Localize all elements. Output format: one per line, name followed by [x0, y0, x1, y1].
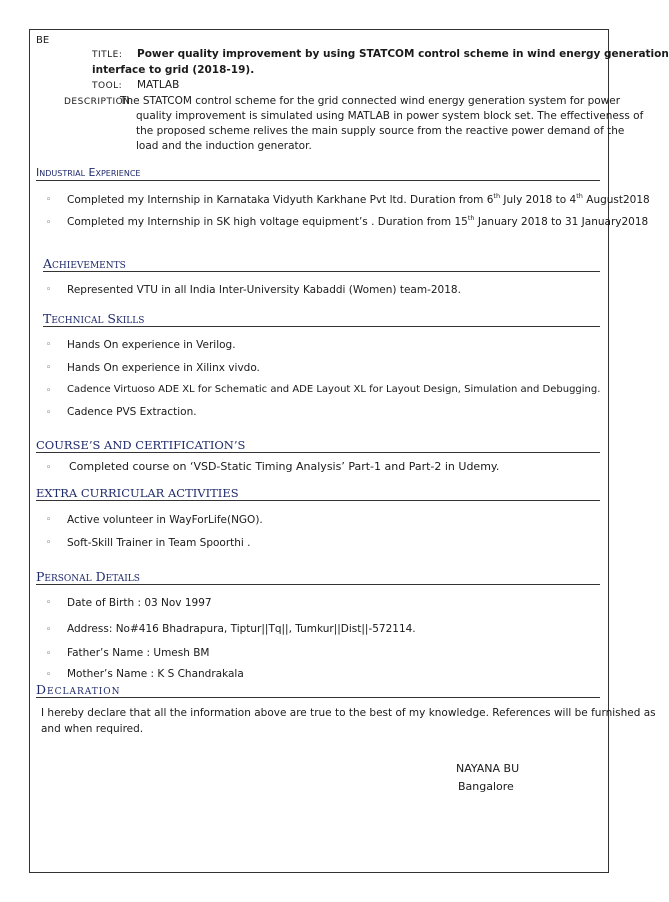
bullet-icon: ◦	[46, 386, 52, 396]
bullet-icon: ◦	[46, 408, 52, 418]
personal-item-father: Father’s Name : Umesh BM	[67, 647, 210, 659]
bullet-icon: ◦	[46, 649, 52, 659]
extra-item-1: Active volunteer in WayForLife(NGO).	[67, 514, 263, 526]
industrial-item-2: Completed my Internship in SK high voltage equipment’s . Duration from 15th January 2018 to 31 January2018	[67, 214, 649, 228]
signature-place: Bangalore	[458, 780, 514, 793]
signature-name: NAYANA BU	[456, 762, 520, 775]
project-tool-value: MATLAB	[137, 79, 180, 91]
bullet-icon: ◦	[46, 195, 52, 205]
courses-heading: COURSE’S AND CERTIFICATION’S	[36, 438, 600, 453]
bullet-icon: ◦	[46, 218, 52, 228]
bullet-icon: ◦	[46, 340, 52, 350]
declaration-text-line1: I hereby declare that all the information above are true to the best of my knowledge. References will be furnished as	[41, 707, 656, 719]
bullet-icon: ◦	[46, 538, 52, 548]
achievements-heading: Achievements	[43, 257, 600, 272]
extra-heading: EXTRA CURRICULAR ACTIVITIES	[36, 486, 600, 501]
project-description-line-1: The STATCOM control scheme for the grid connected wind energy generation system for power	[120, 95, 621, 107]
courses-item-1: Completed course on ‘VSD-Static Timing Analysis’ Part-1 and Part-2 in Udemy.	[69, 460, 500, 473]
project-tool-label: TOOL:	[92, 81, 123, 91]
project-title-value: Power quality improvement by using STATCOM control scheme in wind energy generation	[137, 48, 669, 60]
bullet-icon: ◦	[46, 285, 52, 295]
extra-item-2: Soft-Skill Trainer in Team Spoorthi .	[67, 537, 251, 549]
declaration-text-line2: and when required.	[41, 723, 144, 735]
technical-heading: Technical Skills	[43, 312, 600, 327]
bullet-icon: ◦	[46, 625, 52, 635]
personal-item-dob: Date of Birth : 03 Nov 1997	[67, 597, 212, 609]
declaration-heading: Declaration	[36, 683, 600, 698]
project-title-value-line2: interface to grid (2018-19).	[92, 64, 255, 76]
bullet-icon: ◦	[46, 670, 52, 680]
personal-heading: Personal Details	[36, 570, 600, 585]
project-title-label: TITLE:	[92, 50, 123, 60]
project-description-label: DESCRIPTION:	[64, 97, 134, 107]
bullet-icon: ◦	[46, 515, 52, 525]
project-description-line-2: quality improvement is simulated using MATLAB in power system block set. The effectiveness of	[136, 110, 644, 122]
bullet-icon: ◦	[46, 463, 52, 473]
bullet-icon: ◦	[46, 598, 52, 608]
technical-item-4: Cadence PVS Extraction.	[67, 406, 197, 418]
technical-item-1: Hands On experience in Verilog.	[67, 339, 236, 351]
degree-label: BE	[36, 35, 50, 46]
industrial-heading: Industrial Experience	[36, 166, 600, 181]
industrial-item-1: Completed my Internship in Karnataka Vidyuth Karkhane Pvt ltd. Duration from 6th July 2018 to 4th August2018	[67, 192, 650, 206]
technical-item-2: Hands On experience in Xilinx vivdo.	[67, 362, 260, 374]
project-description-line-3: the proposed scheme relives the main supply source from the reactive power demand of the	[136, 125, 625, 137]
bullet-icon: ◦	[46, 363, 52, 373]
achievements-item-1: Represented VTU in all India Inter-University Kabaddi (Women) team-2018.	[67, 284, 461, 296]
technical-item-3: Cadence Virtuoso ADE XL for Schematic and ADE Layout XL for Layout Design, Simulation and Debugging.	[67, 384, 601, 395]
project-description-line-4: load and the induction generator.	[136, 140, 312, 152]
personal-item-mother: Mother’s Name : K S Chandrakala	[67, 668, 244, 680]
personal-item-address: Address: No#416 Bhadrapura, Tiptur||Tq||, Tumkur||Dist||-572114.	[67, 623, 416, 635]
